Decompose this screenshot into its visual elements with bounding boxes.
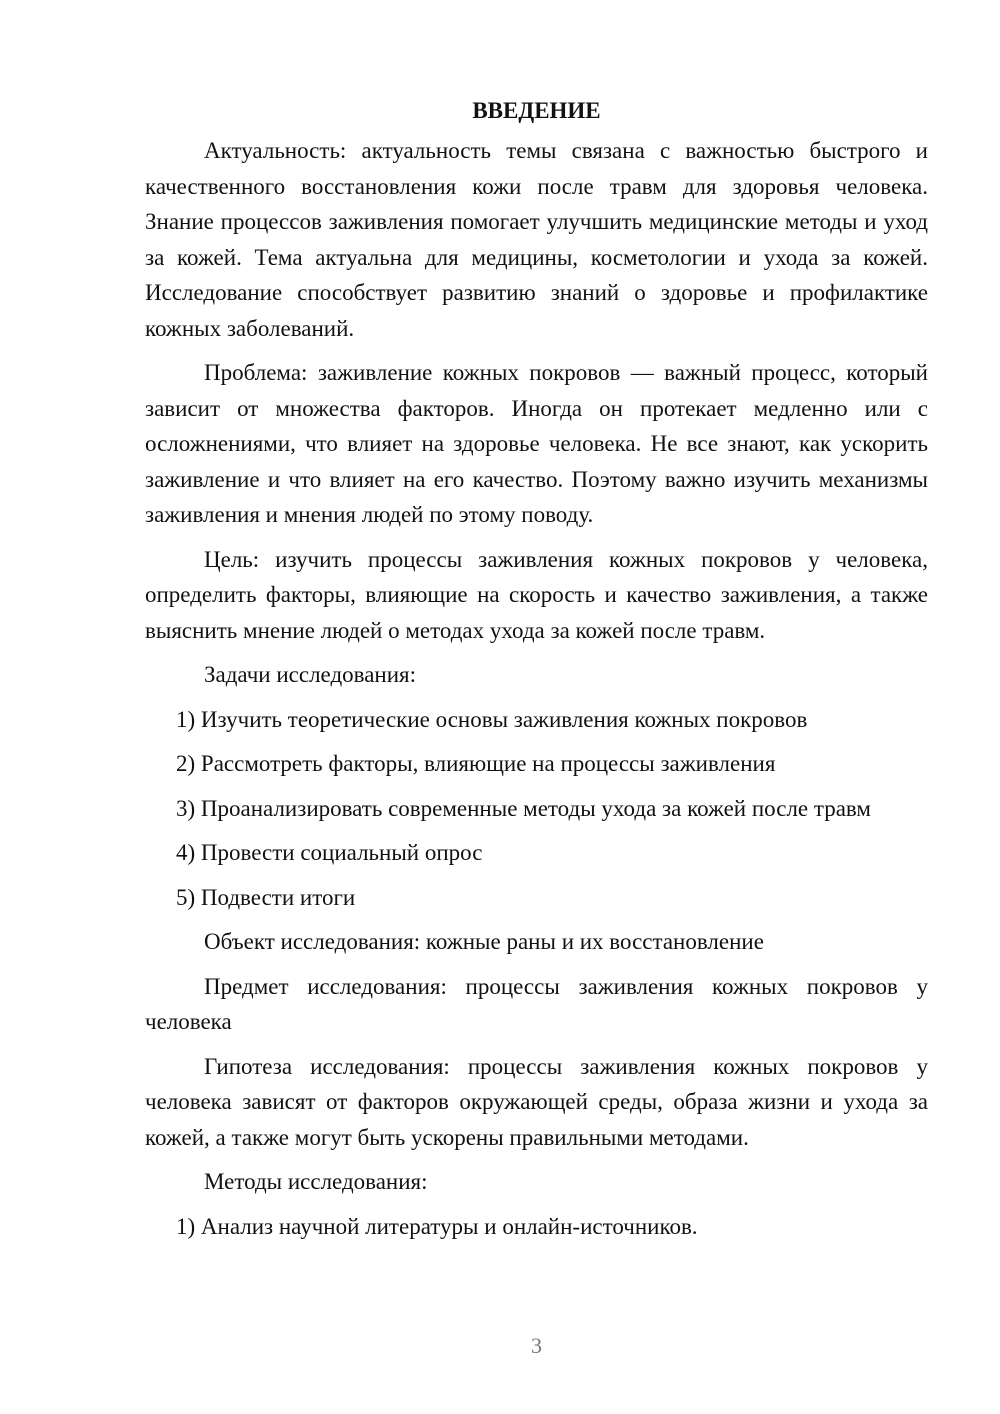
document-body [145,93,928,1253]
method-item-1: 1) Анализ научной литературы и онлайн-источников. [176,1213,698,1239]
task-item-4: 4) Провести социальный опрос [176,840,483,865]
task-item-5: 5) Подвести итоги [176,884,356,910]
section-heading: ВВЕДЕНИЕ [472,98,601,123]
hypothesis-paragraph: Гипотеза исследования: процессы заживления кожных покровов у человека зависят от факторов окружающей среды, образа жизни и ухода за кожей, а также могут быть ускорены правильными методами. [145,1053,928,1150]
task-item-1: 1) Изучить теоретические основы заживления кожных покровов [176,706,808,732]
methods-title: Методы исследования: [204,1169,428,1194]
page-number: 3 [531,1333,542,1358]
object-paragraph: Объект исследования: кожные раны и их восстановление [204,929,764,954]
relevance-paragraph: Актуальность: актуальность темы связана с важностью быстрого и качественного восстановления кожи после травм для здоровья человека. Знание процессов заживления помогает улучшить медицинские методы и уход за кожей. Тема актуальна для медицины, косметологии и ухода за кожей. Исследование способствует развитию знаний о здоровье и профилактике кожных заболеваний. [145,138,928,341]
problem-paragraph: Проблема: заживление кожных покровов — важный процесс, который зависит от множества факторов. Иногда он протекает медленно или с осложнениями, что влияет на здоровье человека. Не все знают, как ускорить заживление и что влияет на его качество. Поэтому важно изучить механизмы заживления и мнения людей по этому поводу. [145,360,928,527]
subject-paragraph: Предмет исследования: процессы заживления кожных покровов у человека [145,973,928,1034]
task-item-3: 3) Проанализировать современные методы ухода за кожей после травм [176,795,871,821]
tasks-title: Задачи исследования: [204,662,417,687]
task-item-2: 2) Рассмотреть факторы, влияющие на процессы заживления [176,751,776,776]
goal-paragraph: Цель: изучить процессы заживления кожных покровов у человека, определить факторы, влияющие на скорость и качество заживления, а также выяснить мнение людей о методах ухода за кожей после травм. [145,546,928,643]
